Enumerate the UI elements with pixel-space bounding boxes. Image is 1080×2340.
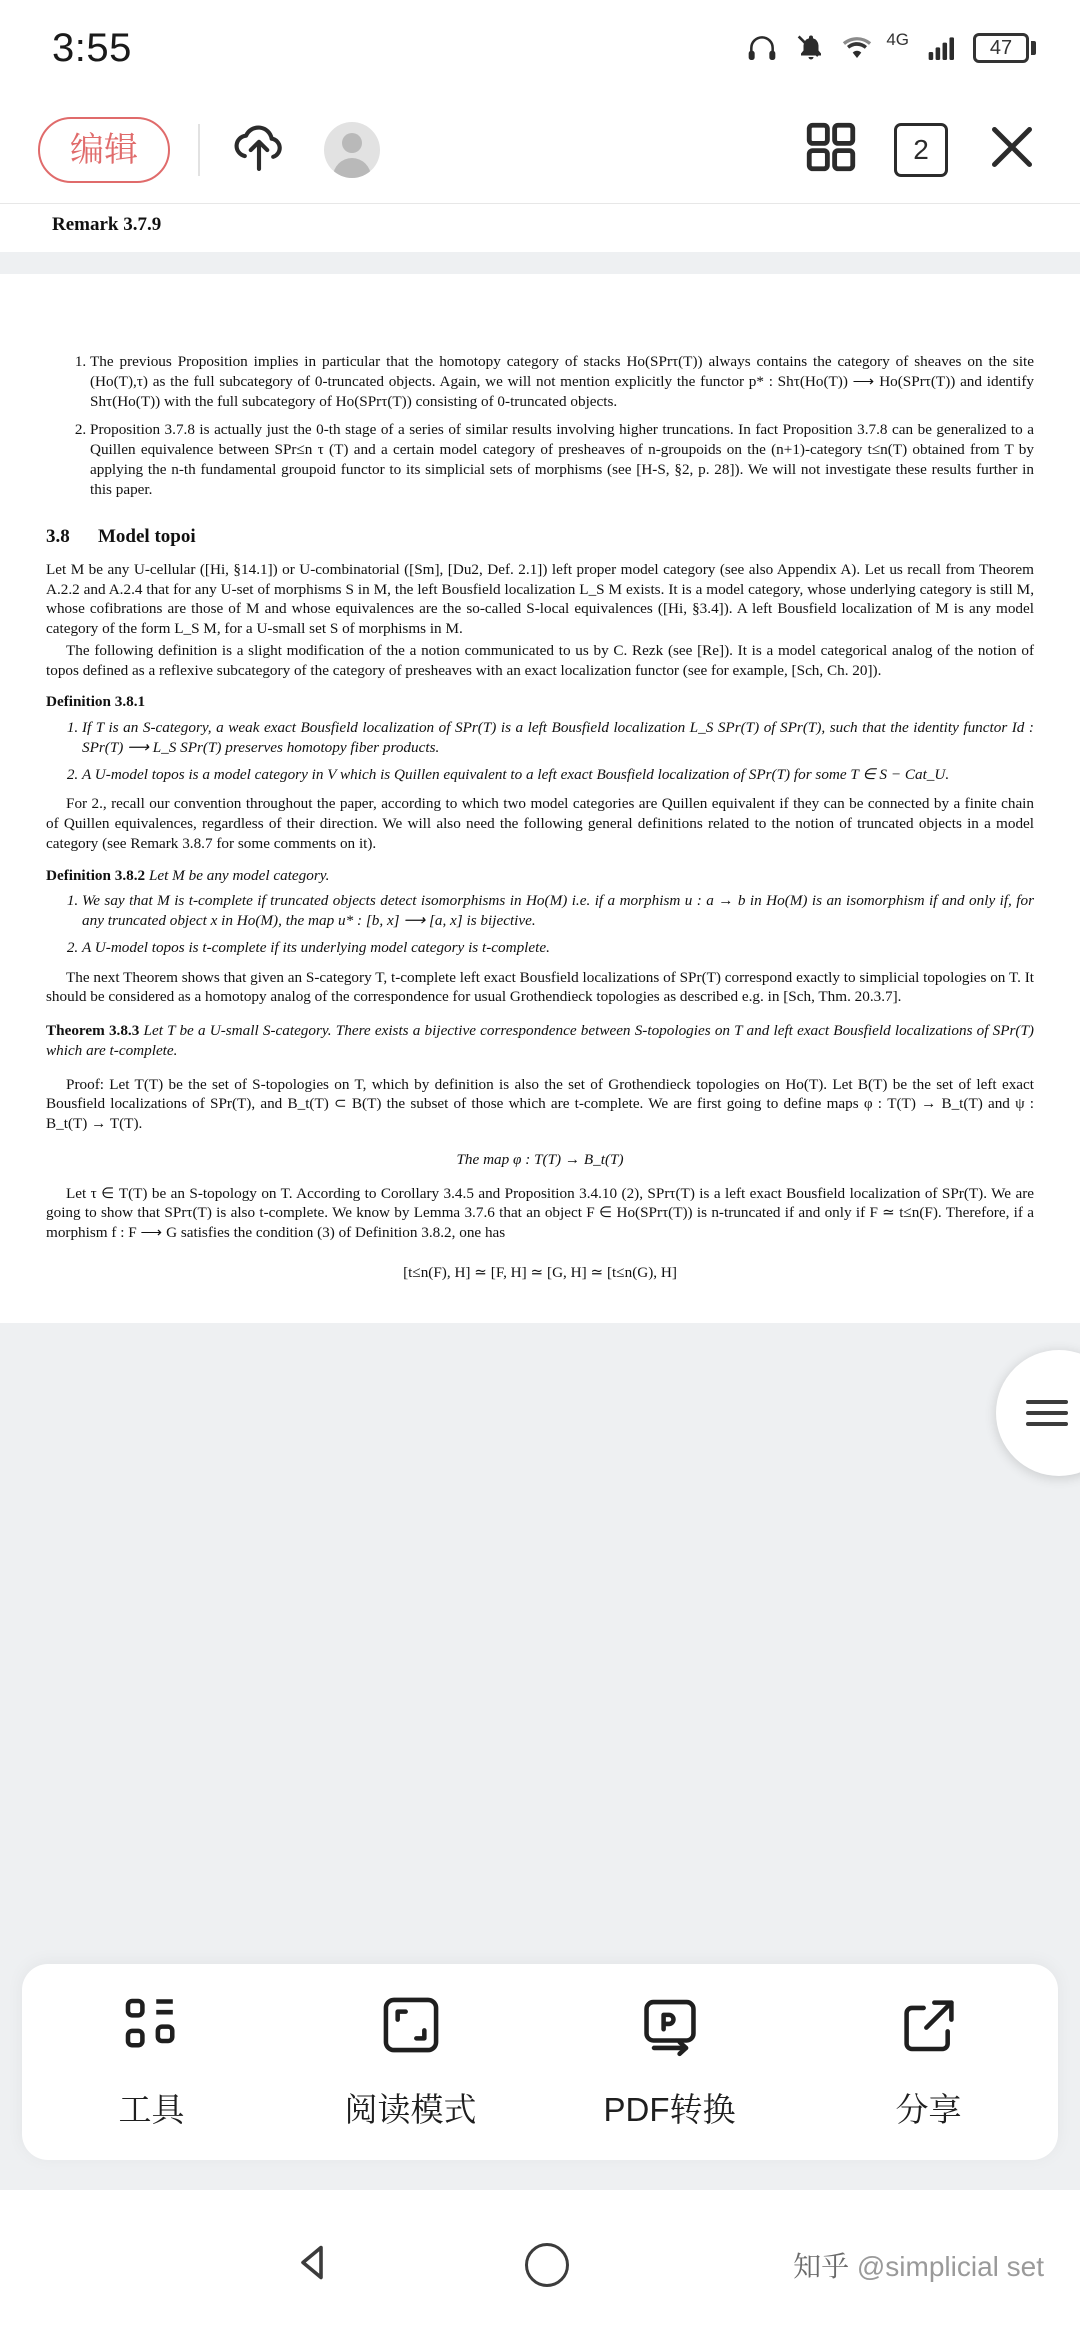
avatar[interactable] — [324, 122, 380, 178]
network-type-label: 4G — [886, 30, 909, 49]
definition-382-list — [46, 891, 1034, 957]
share-icon — [897, 1993, 961, 2062]
paragraph-4: The next Theorem shows that given an S-category T, t-complete left exact Bousfield localizations of SPr(T) correspond exactly to simplicial topologies on T. It should be considered as a homotopy analog of the correspondence for usual Grothendieck topologies as described e.g. in [Sch, Thm. 20.3.7]. — [46, 968, 1034, 1006]
definition-382-label: Definition 3.8.2 — [46, 866, 146, 884]
back-triangle-icon[interactable] — [290, 2239, 338, 2292]
edit-button[interactable]: 编辑 — [38, 117, 170, 183]
action-share[interactable] — [799, 1993, 1058, 2131]
action-pdf-convert[interactable] — [540, 1993, 799, 2131]
definition-381-block — [46, 692, 1034, 712]
paragraph-2: The following definition is a slight modification of the a notion communicated to us by C. Rezk (see [Re]). It is a model categorical analog of the notion of topos defined as a reflexive subcategory of the category of presheaves with an exact localization functor (see for example, [Sch, Ch. 20]). — [46, 641, 1034, 679]
action-label: 阅读模式 — [344, 2091, 477, 2128]
list-item: 1. We say that M is t-complete if truncated objects detect isomorphisms in Ho(M) i.e. if a morphism u : a → b in Ho(M) is an isomorphism if and only if, for any truncated object x in Ho(M), the map u* : [b, x] ⟶ [a, x] is bijective. — [82, 891, 1034, 931]
running-head-label: Remark 3.7.9 — [52, 214, 162, 235]
definition-381-label: Definition 3.8.1 — [46, 693, 146, 711]
map-caption: The map φ : T(T) → B_t(T) — [456, 1150, 624, 1168]
toolbar-divider — [198, 124, 200, 176]
theorem-383-text: Let T be a U-small S-category. There exists a bijective correspondence between S-topologies on T and left exact Bousfield localizations of SPr(T) which are t-complete. — [46, 1022, 1034, 1059]
headphones-icon — [742, 32, 782, 64]
system-navigation-bar — [0, 2190, 1080, 2340]
theorem-383-label: Theorem 3.8.3 — [46, 1022, 140, 1040]
proof-paragraph: Proof: Let T(T) be the set of S-topologies on T, which by definition is also the set of Grothendieck topologies on Ho(T). Let B(T) be the set of left exact Bousfield localizations of SPr(T), and B_t(T) ⊂ B(T) the subset of those which are t-complete. We are first going to define maps φ : T(T) → B_t(T) and ψ : B_t(T) → T(T). — [46, 1075, 1034, 1133]
battery-level-label: 47 — [973, 33, 1029, 63]
document-running-head — [0, 204, 1080, 252]
status-time: 3:55 — [52, 25, 132, 70]
wifi-icon — [840, 32, 874, 64]
battery-icon — [973, 33, 1036, 63]
page-separator-top — [0, 252, 1080, 274]
app-toolbar — [0, 96, 1080, 204]
battery-cap — [1031, 41, 1036, 55]
bottom-action-bar — [22, 1964, 1058, 2160]
reading-mode-icon — [379, 1993, 443, 2062]
list-item: 2. A U-model topos is t-complete if its underlying model category is t-complete. — [82, 938, 1034, 958]
list-item: 2. A U-model topos is a model category in V which is Quillen equivalent to a left exact Bousfield localization of SPr(T) for some T ∈ S − Cat_U. — [82, 765, 1034, 785]
document-page — [0, 274, 1080, 1323]
paragraph-3: For 2., recall our convention throughout the paper, according to which two model categories are Quillen equivalent if they can be connected by a finite chain of Quillen equivalences, regardless of their direction. We will also need the following general definitions related to the notion of truncated objects in a model category (see Remark 3.8.7 for some comments on it). — [46, 795, 1034, 852]
tools-icon — [120, 1993, 184, 2062]
floating-menu-button[interactable] — [996, 1350, 1080, 1476]
section-heading — [46, 525, 1034, 550]
display-equation: [t≤n(F), H] ≃ [F, H] ≃ [G, H] ≃ [t≤n(G), H] — [403, 1263, 677, 1281]
signal-icon — [925, 32, 959, 64]
definition-382-block — [46, 866, 1034, 886]
watermark-app-label: 知乎 — [793, 2251, 850, 2282]
action-label: PDF转换 — [603, 2091, 736, 2128]
action-tools[interactable] — [22, 1993, 281, 2131]
section-title: Model topoi — [98, 526, 196, 548]
action-reading-mode[interactable] — [281, 1993, 540, 2131]
list-item: 1. If T is an S-category, a weak exact Bousfield localization of SPr(T) is a left Bousfield localization L_S SPr(T) of SPr(T), such that the identity functor Id : SPr(T) ⟶ L_S SPr(T) preserves homotopy fiber products. — [82, 718, 1034, 758]
paragraph-5: Let τ ∈ T(T) be an S-topology on T. According to Corollary 3.4.5 and Proposition 3.4.10 (2), SPrτ(T) is a left exact Bousfield localization of SPr(T). We are going to show that SPrτ(T) is also t-complete. We know by Lemma 3.7.6 that an object F ∈ Ho(SPrτ(T)) is n-truncated if and only if F ≃ t≤n(F). Therefore, if a morphism f : F ⟶ G satisfies the condition (3) of Definition 3.8.2, one has — [46, 1184, 1034, 1242]
bell-muted-icon — [796, 32, 826, 64]
page-separator-bottom — [0, 1323, 1080, 1345]
status-bar — [0, 0, 1080, 96]
hamburger-menu-icon — [1026, 1393, 1068, 1433]
status-icons-group — [742, 32, 1036, 64]
pdf-convert-icon — [638, 1993, 702, 2062]
close-icon[interactable] — [982, 117, 1042, 182]
list-item: 2. Proposition 3.7.8 is actually just the 0-th stage of a series of similar results involving higher truncations. In fact Proposition 3.7.8 can be generalized to a Quillen equivalence between SPr≤n τ (T) and a certain model category of presheaves of n-groupoids on the (n+1)-category t≤n(T) obtained from T by applying the n-th fundamental groupoid functor to its simplicial sets of morphisms (see [H-S, §2, p. 28]). We will not investigate these results further in this paper. — [90, 420, 1034, 499]
definition-382-lead: Let M be any model category. — [148, 866, 330, 884]
cloud-upload-icon[interactable] — [228, 116, 290, 183]
paragraph-1: Let M be any U-cellular ([Hi, §14.1]) or U-combinatorial ([Sm], [Du2, Def. 2.1]) left proper model category (see also Appendix A). Let us recall from Theorem A.2.2 and A.2.4 that for any U-set of morphisms S in M, the left Bousfield localization L_S M exists. It is a model category, whose underlying category is still M, whose cofibrations are those of M and whose equivalences are the so-called S-local equivalences ([Hi, §3.4]). A left Bousfield localization of M is any model category of the form L_S M, for a U-small set S of morphisms in M. — [46, 560, 1034, 638]
watermark-user-label: @simplicial set — [856, 2251, 1044, 2282]
action-label: 分享 — [895, 2091, 962, 2128]
section-number: 3.8 — [46, 526, 70, 548]
grid-view-icon[interactable] — [802, 118, 860, 181]
list-item: 1. The previous Proposition implies in particular that the homotopy category of stacks Ho(SPrτ(T)) always contains the category of sheaves on the site (Ho(T),τ) as the full subcategory of 0-truncated objects. Again, we will not mention explicitly the functor p* : Shτ(Ho(T)) ⟶ Ho(SPrτ(T)) and identify Shτ(Ho(T)) with the full subcategory of Ho(SPrτ(T)) consisting of 0-truncated objects. — [90, 352, 1034, 411]
action-label: 工具 — [118, 2091, 185, 2128]
page-count-badge[interactable]: 2 — [894, 123, 948, 177]
theorem-383-block — [46, 1021, 1034, 1061]
top-numbered-list — [46, 352, 1034, 499]
home-circle-icon[interactable] — [525, 2243, 569, 2287]
watermark — [793, 2245, 1044, 2285]
definition-381-list — [46, 718, 1034, 784]
